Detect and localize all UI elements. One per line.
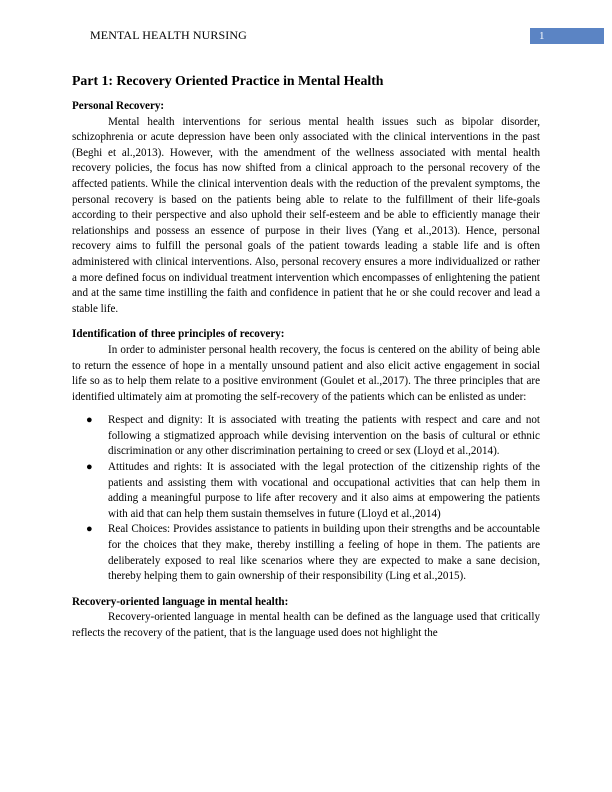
list-item: [72, 522, 540, 584]
list-item: [72, 460, 540, 522]
list-item-text: Attitudes and rights: It is associated with the legal protection of the citizenship rights of the patients and assisting them with vocational and occupational activities that can help them in adding a meaningful purpose to life after recovery and it also aims at empowering the patients with aid that can help them sustain themselves in future (Lloyd et al.,2014): [108, 461, 540, 520]
section-title-principles: Identification of three principles of recovery:: [72, 328, 285, 341]
section-title-personal-recovery: Personal Recovery:: [72, 100, 165, 112]
section-title-recovery-language: Recovery-oriented language in mental health:: [72, 595, 289, 608]
document-heading: Part 1: Recovery Oriented Practice in Mental Health: [72, 73, 384, 88]
bullet-icon: ●: [86, 523, 93, 536]
page-number-badge: 1: [530, 28, 604, 44]
section-paragraph-principles: In order to administer personal health recovery, the focus is centered on the ability of being able to return the essence of hope in a mentally unsound patient and also elicit active engagement in social life so as to help them relate to a positive environment (Goulet et al.,2017). The three principles that are identified ultimately aim at promoting the self-recovery of the patients which can be enlisted as under:: [72, 343, 540, 403]
section-paragraph-recovery-language: Recovery-oriented language in mental health can be defined as the language used that critically reflects the recovery of the patient, that is the language used does not highlight the: [72, 611, 540, 639]
bullet-icon: ●: [86, 461, 93, 474]
running-header: MENTAL HEALTH NURSING: [90, 28, 247, 42]
section-paragraph-personal-recovery: Mental health interventions for serious mental health issues such as bipolar disorder, schizophrenia or acute depression have been only associated with the clinical interventions in the past (Beghi et al.,2013). However, with the amendment of the wellness associated with mental health recovery policies, the focus has now shifted from a clinical approach to the personal recovery of the affected patients. While the clinical intervention deals with the reduction of the prevalent symptoms, the personal recovery is based on the patients being able to relate to the fulfillment of their life-goals according to their perspective and also uphold their self-esteem and be able to efficiently manage their relationships and possess an essence of purpose in their lives (Yang et al.,2013). Hence, personal recovery aims to fulfill the personal goals of the patient towards leading a stable life and is often administered with clinical interventions. Also, personal recovery ensures a more individualized or rather a more defined focus on individual treatment intervention which encompasses of enlightening the patient and at the same time instilling the faith and confidence in patient that he or she could recover and lead a stable life.: [72, 115, 540, 315]
document-body: [72, 72, 540, 652]
list-item: [72, 413, 540, 460]
principles-list: [72, 413, 540, 585]
bullet-icon: ●: [86, 414, 93, 427]
list-item-text: Respect and dignity: It is associated with treating the patients with respect and care and not following a stigmatized approach while devising intervention on the basis of cultural or ethnic discrimination or any other discrimination pertaining to creed or sex (Lloyd et al.,2014).: [108, 414, 540, 458]
list-item-text: Real Choices: Provides assistance to patients in building upon their strengths and be accountable for the choices that they make, thereby instilling a feeling of hope in them. The patients are deliberately exposed to real like scenarios where they are expected to make a sane decision, thereby helping them to gain ownership of their responsibility (Ling et al.,2015).: [108, 523, 540, 583]
